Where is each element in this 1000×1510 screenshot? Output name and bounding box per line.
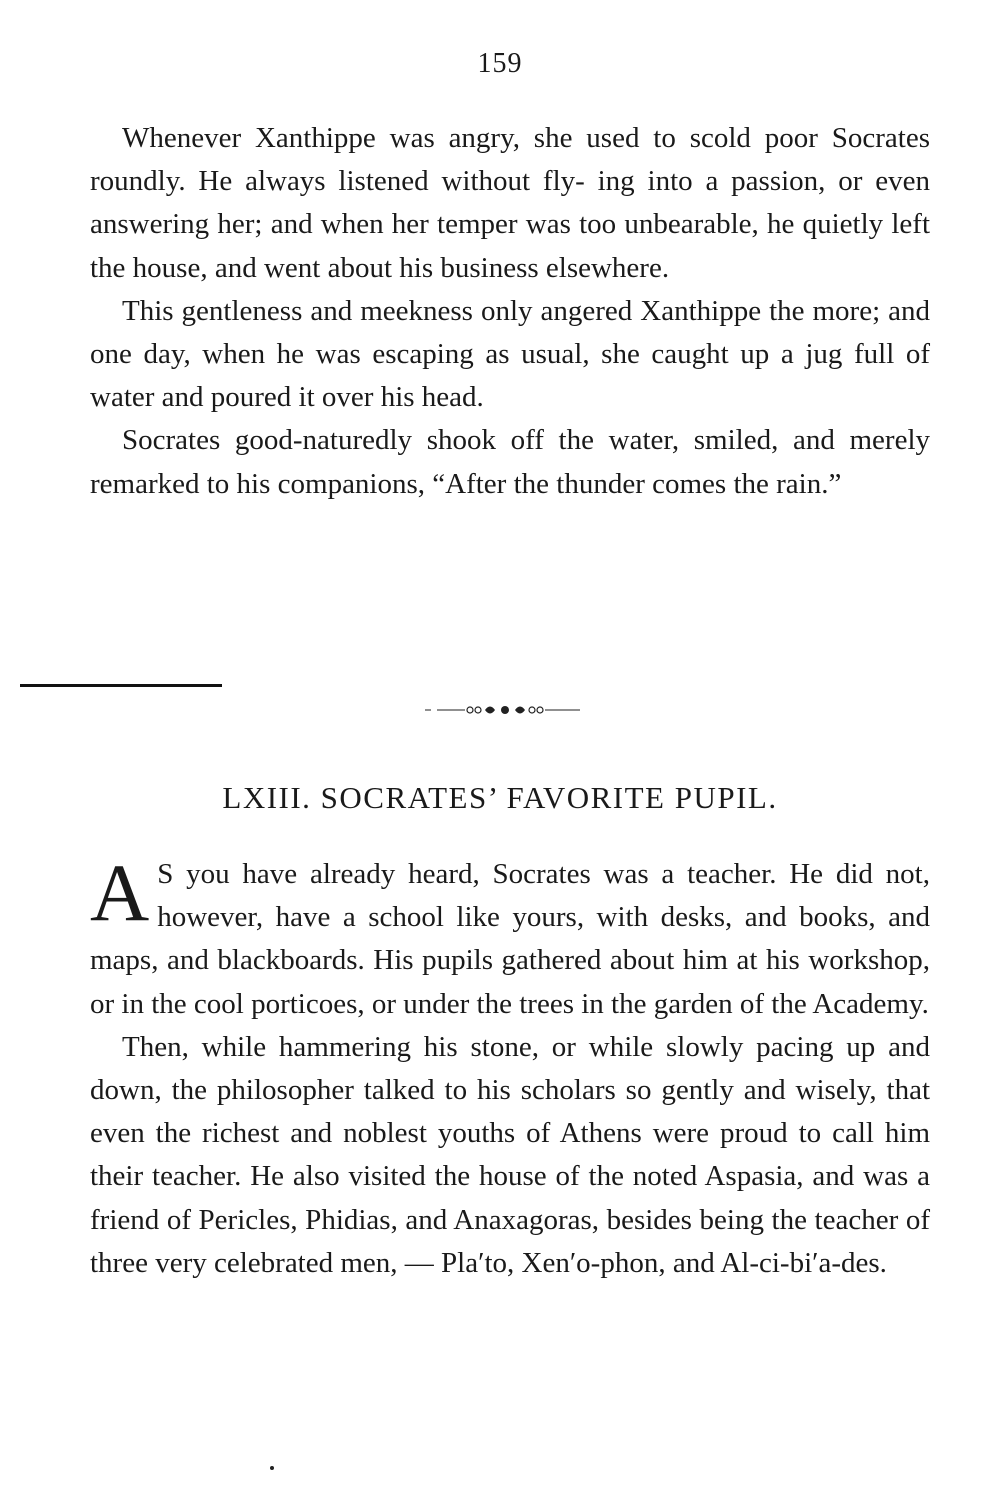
top-text-section bbox=[90, 117, 930, 506]
chapter-text-section bbox=[90, 847, 930, 1285]
section-rule bbox=[20, 684, 222, 687]
paragraph-philosopher-talked: Then, while hammering his stone, or while slowly pacing up and down, the philosopher talked to his scholars so gently and wisely, that even the richest and noblest youths of Athens were proud to call him their teacher. He also visited the house of the noted Aspasia, and was a friend of Pericles, Phidias, and Anaxagoras, besides being the teacher of three very celebrated men, — Pla′to, Xen′o-phon, and Al-ci-bi′a-des. bbox=[90, 1030, 930, 1279]
chapter-heading: LXIII. SOCRATES’ FAVORITE PUPIL. bbox=[222, 780, 778, 815]
page-number: 159 bbox=[477, 48, 523, 79]
paragraph-jug-of-water: This gentleness and meekness only angered Xanthippe the more; and one day, when he was escaping as usual, she caught up a jug full of water and poured it over his head. bbox=[90, 294, 930, 414]
ornament-divider bbox=[425, 700, 585, 720]
paragraph-thunder-rain: Socrates good-naturedly shook off the water, smiled, and merely remarked to his companions, “After the thunder comes the rain.” bbox=[90, 424, 930, 500]
paragraph-xanthippe-scolding: Whenever Xanthippe was angry, she used to scold poor Socrates roundly. He always listened without fly- ing into a passion, or even answering her; and when her temper was too unbearable, he quietly left the house, and went about his business elsewhere. bbox=[90, 122, 930, 284]
drop-cap: A bbox=[90, 847, 150, 938]
print-speck bbox=[270, 1466, 274, 1470]
paragraph-socrates-teacher-text: S you have already heard, Socrates was a teacher. He did not, however, have a school like yours, with desks, and books, and maps, and blackboards. His pupils gathered about him at his workshop, or in the cool porticoes, or under the trees in the garden of the Academy. bbox=[90, 858, 930, 1020]
paragraph-socrates-teacher bbox=[90, 847, 930, 1026]
